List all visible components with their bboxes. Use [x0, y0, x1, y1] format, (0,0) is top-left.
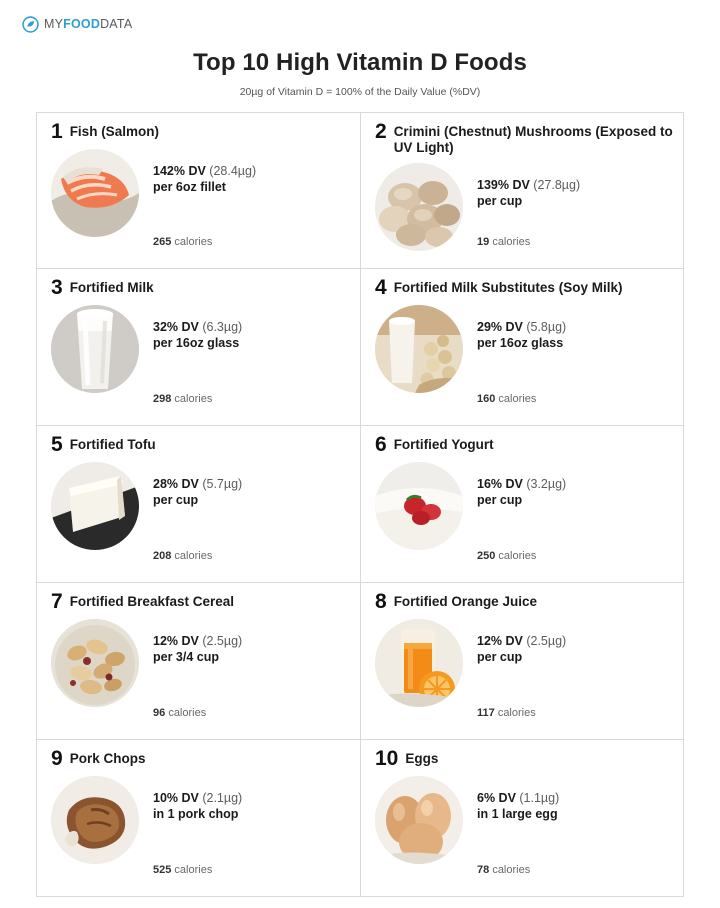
rank-number: 7 [51, 590, 63, 613]
food-name: Eggs [405, 751, 439, 766]
serving-size: per 3/4 cup [153, 650, 219, 664]
card-header [375, 749, 673, 768]
nutrition-facts [153, 619, 242, 665]
nutrition-facts [153, 462, 242, 508]
salmon-fillet-photo [51, 149, 139, 237]
daily-value-line [153, 319, 242, 335]
rank-number: 3 [51, 276, 63, 299]
food-name: Pork Chops [69, 751, 146, 766]
food-card-grid [36, 112, 684, 897]
card-body [51, 305, 350, 393]
rank-number: 10 [375, 747, 399, 770]
calories-unit: calories [498, 550, 537, 562]
card-body [375, 776, 673, 864]
calories-unit: calories [498, 393, 537, 405]
food-card [36, 112, 360, 269]
dv-percent: 6% DV [477, 791, 516, 805]
calories-unit: calories [492, 864, 531, 876]
food-name: Fortified Milk Substitutes (Soy Milk) [393, 280, 623, 295]
nutrition-facts [477, 305, 566, 351]
dv-amount: (2.1µg) [202, 791, 243, 805]
food-card [36, 426, 360, 583]
card-body [51, 619, 350, 707]
rank-number: 4 [375, 276, 387, 299]
calories-value: 208 [153, 550, 172, 562]
food-name: Fortified Breakfast Cereal [69, 594, 234, 609]
card-header [51, 278, 350, 297]
food-card [36, 583, 360, 740]
rank-number: 6 [375, 433, 387, 456]
calories-unit: calories [168, 707, 207, 719]
serving-size: per cup [477, 493, 523, 507]
daily-value-line [477, 177, 580, 193]
calories-value: 250 [477, 550, 496, 562]
card-header [375, 122, 673, 155]
card-body [51, 462, 350, 550]
dv-amount: (1.1µg) [519, 791, 560, 805]
dv-amount: (5.8µg) [526, 320, 567, 334]
calories-line [477, 550, 536, 562]
food-card [360, 112, 684, 269]
nutrition-facts [153, 305, 242, 351]
card-header [375, 435, 673, 454]
serving-size: in 1 pork chop [153, 807, 239, 821]
brand-text-part3: DATA [100, 17, 133, 31]
card-body [375, 305, 673, 393]
nutrition-facts [477, 776, 559, 822]
calories-line [477, 236, 530, 248]
food-name: Fortified Milk [69, 280, 154, 295]
brand-header [0, 0, 720, 35]
dv-percent: 12% DV [477, 634, 523, 648]
food-name: Crimini (Chestnut) Mushrooms (Exposed to UV Light) [393, 124, 673, 155]
dv-percent: 32% DV [153, 320, 199, 334]
calories-unit: calories [174, 864, 213, 876]
dv-amount: (27.8µg) [533, 178, 581, 192]
food-name: Fortified Tofu [69, 437, 156, 452]
rank-number: 9 [51, 747, 63, 770]
serving-size: per cup [153, 493, 199, 507]
calories-unit: calories [174, 236, 213, 248]
crimini-mushrooms-photo [375, 163, 463, 251]
calories-value: 160 [477, 393, 496, 405]
nutrition-facts [153, 149, 256, 195]
calories-unit: calories [174, 393, 213, 405]
card-body [375, 619, 673, 707]
calories-unit: calories [492, 236, 531, 248]
soy-milk-and-soybeans-photo [375, 305, 463, 393]
page-title: Top 10 High Vitamin D Foods [193, 49, 527, 76]
calories-value: 19 [477, 236, 490, 248]
calories-line [153, 707, 206, 719]
dv-percent: 142% DV [153, 164, 206, 178]
calories-line [477, 393, 536, 405]
food-card [360, 583, 684, 740]
calories-line [153, 236, 212, 248]
serving-size: per 16oz glass [153, 336, 240, 350]
daily-value-line [477, 319, 566, 335]
dv-percent: 16% DV [477, 477, 523, 491]
food-name: Fish (Salmon) [69, 124, 159, 139]
card-header [51, 122, 350, 141]
daily-value-line [153, 790, 242, 806]
dv-amount: (3.2µg) [526, 477, 567, 491]
yogurt-with-strawberries-photo [375, 462, 463, 550]
daily-value-line [153, 163, 256, 179]
card-body [375, 462, 673, 550]
dv-percent: 10% DV [153, 791, 199, 805]
calories-value: 265 [153, 236, 172, 248]
calories-value: 117 [477, 707, 495, 719]
dv-percent: 12% DV [153, 634, 199, 648]
serving-size: per 6oz fillet [153, 180, 226, 194]
card-body [51, 149, 350, 237]
calories-line [153, 550, 212, 562]
brand-text-part1: MY [44, 17, 64, 31]
nutrition-facts [477, 619, 566, 665]
nutrition-facts [153, 776, 242, 822]
food-card [360, 269, 684, 426]
calories-value: 78 [477, 864, 490, 876]
food-card [36, 269, 360, 426]
brown-eggs-photo [375, 776, 463, 864]
nutrition-facts [477, 163, 580, 209]
rank-number: 1 [51, 120, 63, 143]
daily-value-line [477, 476, 566, 492]
rank-number: 8 [375, 590, 387, 613]
calories-unit: calories [174, 550, 213, 562]
dv-amount: (5.7µg) [202, 477, 243, 491]
card-header [51, 592, 350, 611]
page-subtitle: 20µg of Vitamin D = 100% of the Daily Value (%DV) [239, 86, 481, 98]
dv-amount: (28.4µg) [209, 164, 257, 178]
food-card [360, 426, 684, 583]
breakfast-cereal-bowl-photo [51, 619, 139, 707]
calories-unit: calories [497, 707, 536, 719]
nutrition-facts [477, 462, 566, 508]
calories-value: 525 [153, 864, 172, 876]
rank-number: 2 [375, 120, 387, 143]
rank-number: 5 [51, 433, 63, 456]
daily-value-line [153, 633, 242, 649]
dv-amount: (2.5µg) [202, 634, 243, 648]
card-header [375, 592, 673, 611]
pork-chop-photo [51, 776, 139, 864]
card-header [51, 749, 350, 768]
tofu-block-photo [51, 462, 139, 550]
myfooddata-logo-icon [22, 16, 39, 33]
dv-amount: (2.5µg) [526, 634, 567, 648]
dv-percent: 139% DV [477, 178, 530, 192]
serving-size: per cup [477, 194, 523, 208]
glass-of-milk-photo [51, 305, 139, 393]
calories-value: 96 [153, 707, 166, 719]
daily-value-line [153, 476, 242, 492]
serving-size: in 1 large egg [477, 807, 558, 821]
card-body [51, 776, 350, 864]
serving-size: per 16oz glass [477, 336, 564, 350]
food-name: Fortified Yogurt [393, 437, 494, 452]
calories-line [153, 864, 212, 876]
card-header [51, 435, 350, 454]
calories-line [153, 393, 212, 405]
dv-percent: 28% DV [153, 477, 199, 491]
food-card [360, 740, 684, 897]
card-header [375, 278, 673, 297]
orange-juice-glass-photo [375, 619, 463, 707]
dv-percent: 29% DV [477, 320, 523, 334]
daily-value-line [477, 633, 566, 649]
brand-wordmark [44, 17, 132, 31]
calories-line [477, 864, 530, 876]
serving-size: per cup [477, 650, 523, 664]
food-name: Fortified Orange Juice [393, 594, 537, 609]
brand-text-part2: FOOD [63, 17, 101, 31]
calories-line [477, 707, 536, 719]
food-card [36, 740, 360, 897]
dv-amount: (6.3µg) [202, 320, 243, 334]
daily-value-line [477, 790, 559, 806]
calories-value: 298 [153, 393, 172, 405]
